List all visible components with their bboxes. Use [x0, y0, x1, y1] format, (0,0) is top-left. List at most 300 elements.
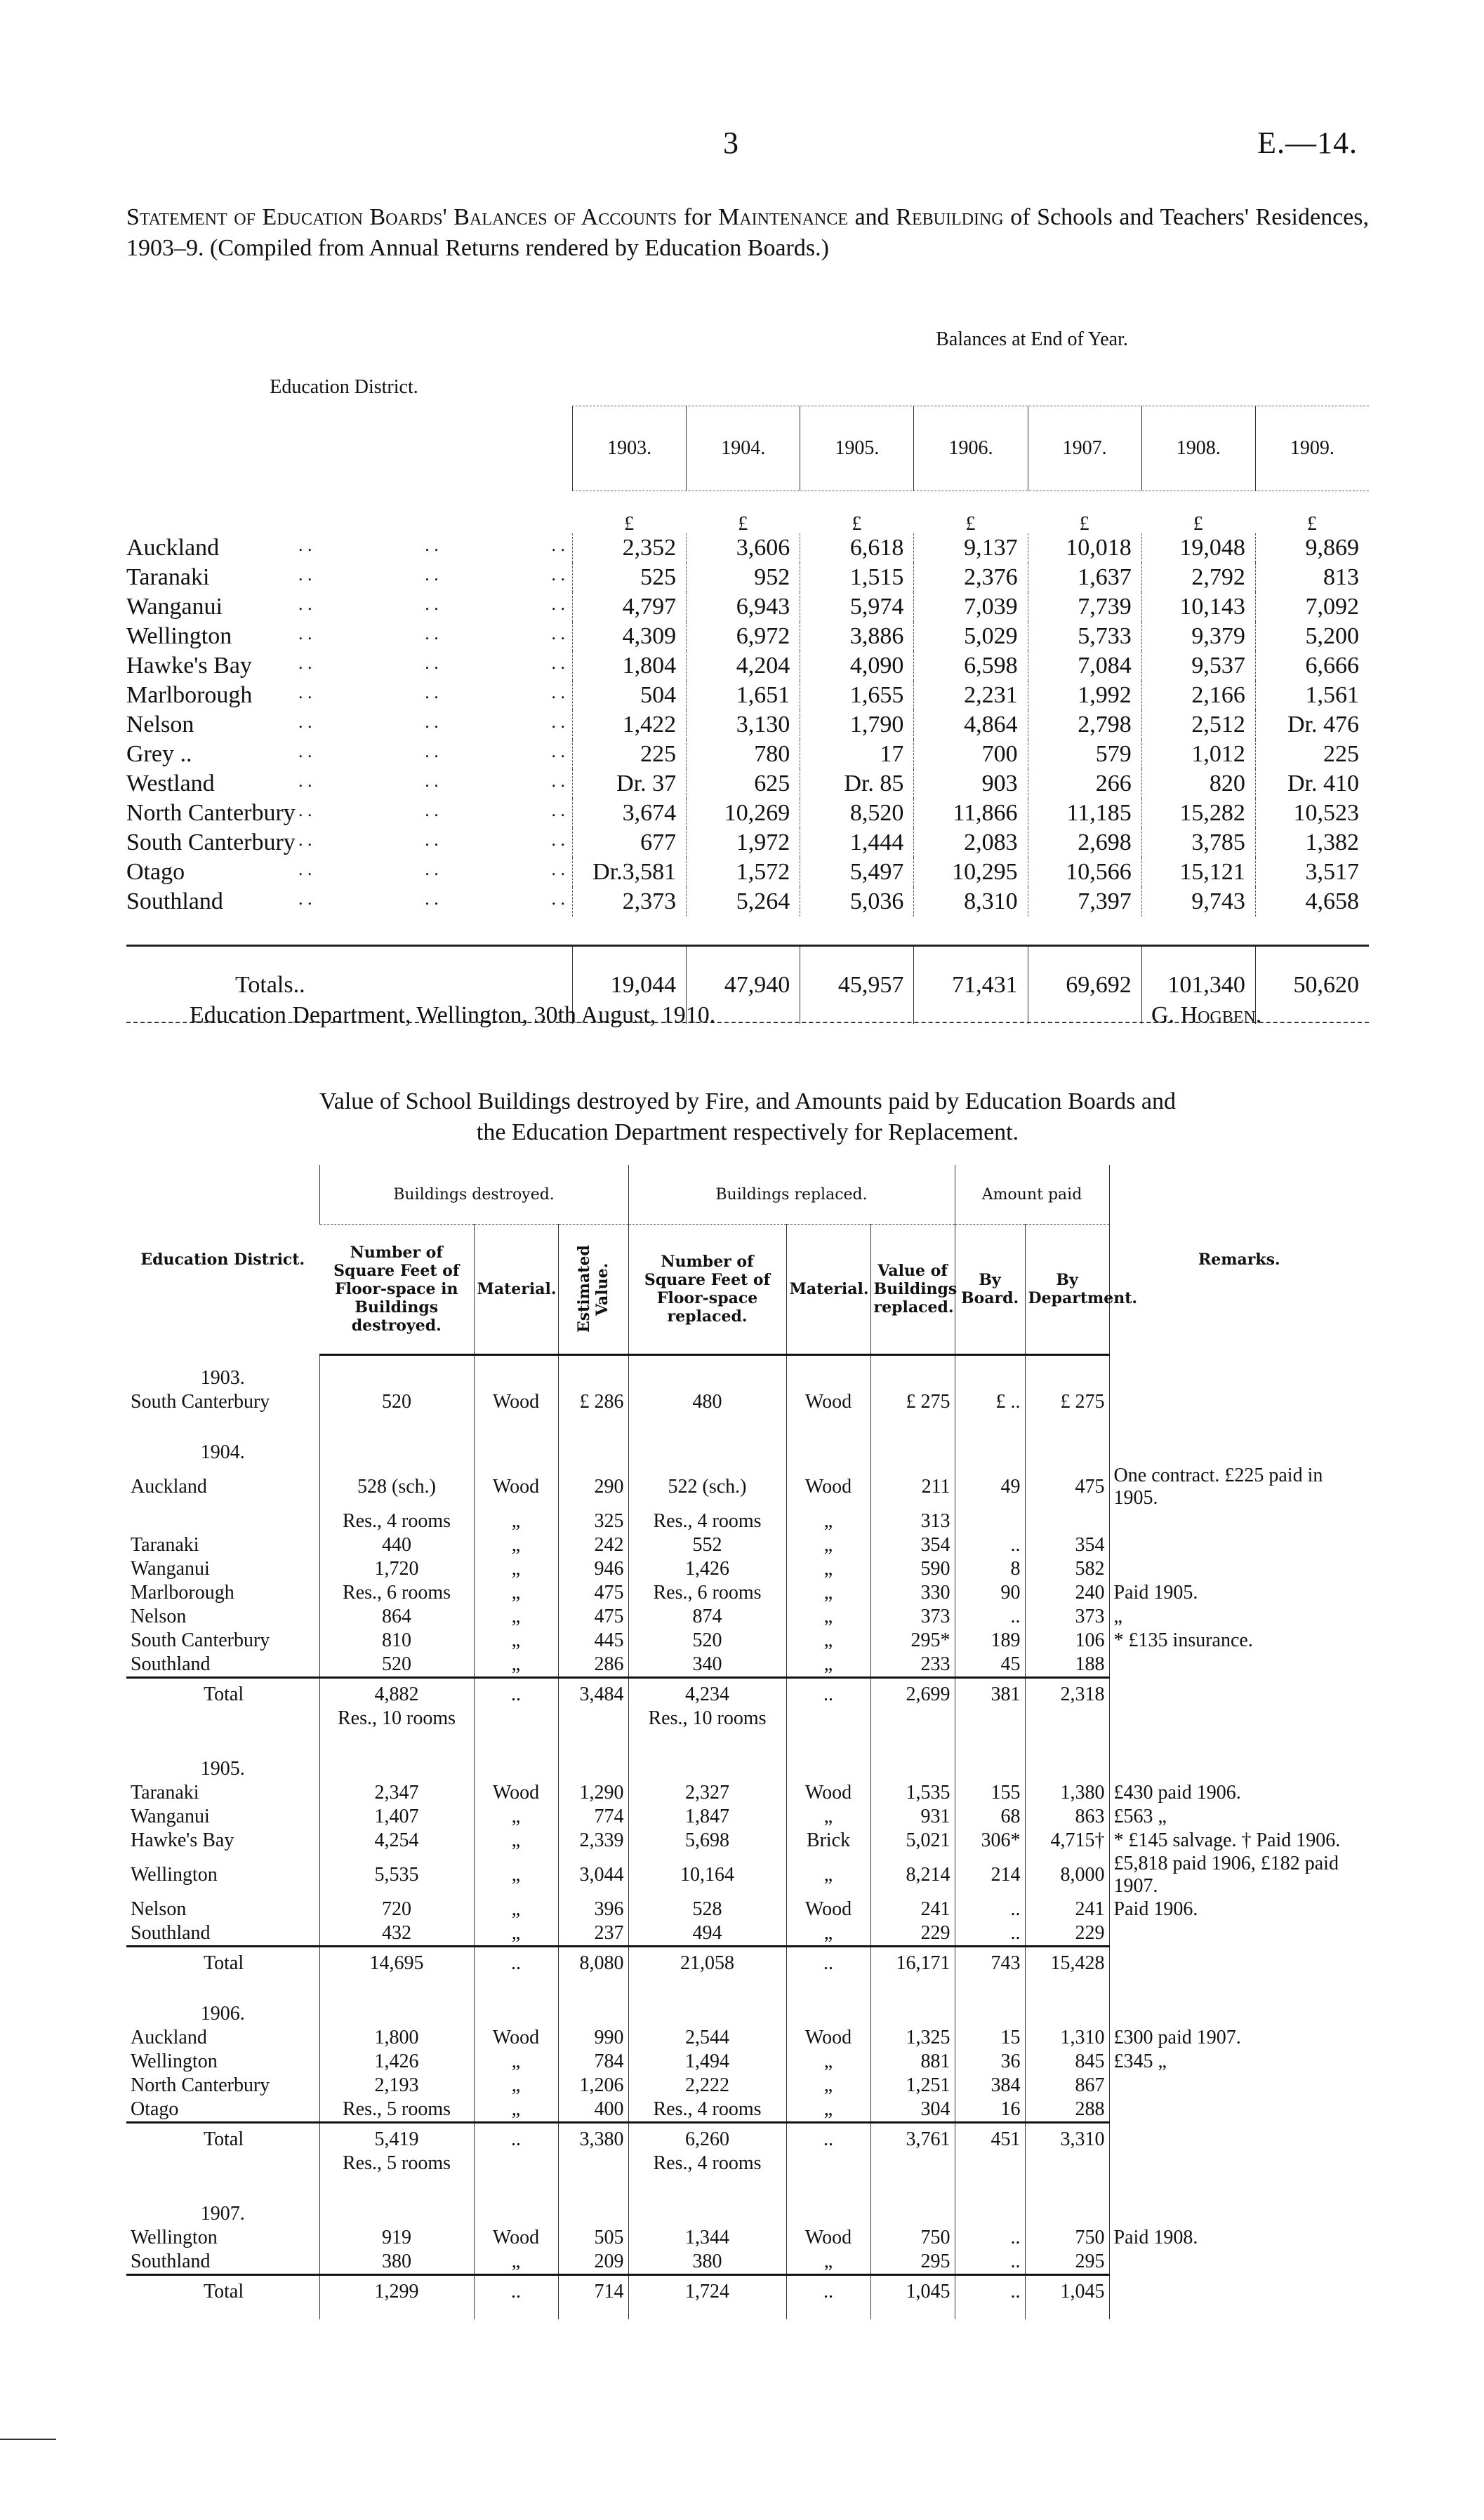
district-name: Westland: [126, 771, 215, 796]
empty-cell: [319, 1746, 474, 1781]
empty-cell: [628, 1731, 786, 1746]
total-value-replaced: 3,761: [870, 2122, 955, 2152]
material-replaced: „: [786, 1605, 870, 1629]
total-label-text: Total: [204, 1683, 244, 1705]
leader-dots: [298, 682, 572, 709]
table-row: [126, 2026, 1369, 2050]
value-replaced: 8,214: [870, 1853, 955, 1898]
empty-cell: [786, 1975, 870, 1991]
balance-value: 5,974: [800, 592, 913, 622]
estimated-value: 209: [558, 2250, 628, 2275]
balance-value: 2,352: [572, 533, 686, 563]
leader-dots: [298, 888, 572, 915]
district-name: Otago: [126, 859, 185, 885]
total-estimated-value: 8,080: [558, 1946, 628, 1975]
balance-value: 1,422: [572, 710, 686, 740]
empty-cell: [1109, 1355, 1369, 1390]
material-replaced: Wood: [786, 2026, 870, 2050]
total-material-replaced: ..: [786, 1946, 870, 1975]
balance-value: 7,397: [1028, 887, 1141, 916]
total-value: 69,692: [1028, 947, 1141, 1024]
paid-by-department: 1,310: [1025, 2026, 1109, 2050]
empty-cell: [870, 1746, 955, 1781]
leader-dot: . .: [425, 653, 439, 673]
balance-value: 15,282: [1141, 799, 1255, 828]
empty-cell: [870, 1414, 955, 1429]
material-destroyed: „: [474, 1829, 558, 1853]
leader-dot: . .: [551, 564, 565, 585]
table-row: [126, 1533, 1369, 1557]
total-subrow: [126, 2152, 1369, 2175]
empty-cell: [786, 1414, 870, 1429]
totals-label: Totals..: [235, 972, 305, 998]
district-name: Marlborough: [126, 682, 253, 708]
balance-value: 225: [572, 740, 686, 769]
value-replaced: 229: [870, 1921, 955, 1947]
balance-value: 5,200: [1255, 622, 1369, 651]
table-row: [126, 1829, 1369, 1853]
material-replaced: „: [786, 1509, 870, 1533]
material-destroyed: „: [474, 1921, 558, 1947]
district-name: Hawke's Bay: [131, 1829, 234, 1851]
material-destroyed: „: [474, 1509, 558, 1533]
material-destroyed: „: [474, 1581, 558, 1605]
balance-value: 700: [913, 740, 1027, 769]
district-name: Nelson: [126, 712, 194, 738]
table-row: [126, 1853, 1369, 1898]
value-replaced: 373: [870, 1605, 955, 1629]
empty-cell: [319, 1975, 474, 1991]
district-name: South Canterbury: [131, 1629, 270, 1651]
empty-cell: [558, 2191, 628, 2226]
empty-cell: [628, 1355, 786, 1390]
empty-cell: [319, 1355, 474, 1390]
table-row: [126, 1581, 1369, 1605]
empty-cell: [628, 1746, 786, 1781]
empty-cell: [628, 1429, 786, 1465]
remarks: * £135 insurance.: [1109, 1629, 1369, 1653]
balance-value: Dr.3,581: [572, 858, 686, 887]
paid-by-board: ..: [955, 1921, 1025, 1947]
statement-title-part: for: [677, 204, 719, 230]
statement-title-part: Statement of Education Boards' Balances of Accounts: [126, 204, 677, 230]
year-header-row: [572, 406, 1369, 491]
empty-cell: [955, 1975, 1025, 1991]
estimated-value: 3,044: [558, 1853, 628, 1898]
leader-dot: . .: [551, 859, 565, 879]
empty-cell: [1025, 1731, 1109, 1746]
balance-value: 5,497: [800, 858, 913, 887]
material-destroyed: „: [474, 2074, 558, 2098]
sqft-destroyed: 2,193: [319, 2074, 474, 2098]
paid-by-board: 306*: [955, 1829, 1025, 1853]
total-material-destroyed: ..: [474, 1946, 558, 1975]
material-destroyed: Wood: [474, 1781, 558, 1805]
empty-cell: [870, 1707, 955, 1731]
balance-value: 6,618: [800, 533, 913, 563]
empty-cell: [955, 1429, 1025, 1465]
balance-value: Dr. 85: [800, 769, 913, 799]
leader-dot: . .: [425, 859, 439, 879]
empty-cell: [474, 1746, 558, 1781]
paid-by-department: 354: [1025, 1533, 1109, 1557]
value-replaced: 5,021: [870, 1829, 955, 1853]
estimated-value: 990: [558, 2026, 628, 2050]
year-section-header: [126, 1991, 1369, 2026]
table-row: [126, 1509, 1369, 1533]
district-cell: [126, 623, 572, 650]
empty-cell: [1109, 1707, 1369, 1731]
leader-dot: . .: [425, 800, 439, 820]
estimated-value: 1,206: [558, 2074, 628, 2098]
total-estimated-value: 3,380: [558, 2122, 628, 2152]
material-destroyed: „: [474, 1557, 558, 1581]
balance-value: 5,733: [1028, 622, 1141, 651]
total-value: 50,620: [1255, 947, 1369, 1024]
sqft-replaced: 10,164: [628, 1853, 786, 1898]
balance-value: 9,869: [1255, 533, 1369, 563]
balance-value: 9,137: [913, 533, 1027, 563]
value-replaced: 1,251: [870, 2074, 955, 2098]
material-replaced: Wood: [786, 2226, 870, 2250]
table-row: [126, 2226, 1369, 2250]
remarks: * £145 salvage. † Paid 1906.: [1109, 1829, 1369, 1853]
year-header: 1908.: [1141, 406, 1255, 491]
district-cell: [126, 800, 572, 827]
paid-by-department: 1,380: [1025, 1781, 1109, 1805]
remarks: [1109, 2250, 1369, 2275]
paid-by-department: 106: [1025, 1629, 1109, 1653]
total-row: [126, 1677, 1369, 1707]
sqft-destroyed: 1,800: [319, 2026, 474, 2050]
empty-cell: [628, 1975, 786, 1991]
empty-cell: [1025, 2152, 1109, 2175]
balance-value: 4,658: [1255, 887, 1369, 916]
empty-cell: [126, 1731, 319, 1746]
empty-cell: [786, 1746, 870, 1781]
total-sqft-destroyed: 4,882: [319, 1677, 474, 1707]
balance-value: 5,264: [686, 887, 800, 916]
remarks: Paid 1906.: [1109, 1898, 1369, 1921]
leader-dot: . .: [425, 623, 439, 644]
material-replaced: „: [786, 1557, 870, 1581]
empty-cell: [1025, 1975, 1109, 1991]
total-sqft-destroyed: 5,419: [319, 2122, 474, 2152]
district-name: North Canterbury: [126, 800, 296, 826]
paid-by-board: ..: [955, 1533, 1025, 1557]
sqft-destroyed: 440: [319, 1533, 474, 1557]
balance-value: 2,373: [572, 887, 686, 916]
paid-by-board: 49: [955, 1465, 1025, 1509]
estimated-value: 946: [558, 1557, 628, 1581]
empty-cell: [474, 1975, 558, 1991]
paid-by-board: ..: [955, 1605, 1025, 1629]
paid-by-department: 295: [1025, 2250, 1109, 2275]
total-label-text: Total: [204, 2128, 244, 2150]
empty-cell: [870, 1429, 955, 1465]
sqft-destroyed: 1,720: [319, 1557, 474, 1581]
district-cell: [126, 1605, 319, 1629]
district-name: Marlborough: [131, 1581, 234, 1604]
district-cell: [126, 535, 572, 561]
table-row: [126, 1921, 1369, 1947]
sqft-destroyed: 2,347: [319, 1781, 474, 1805]
district-cell: [126, 771, 572, 797]
total-label: [126, 1946, 319, 1975]
estimated-value: 400: [558, 2098, 628, 2123]
balance-row: [126, 563, 1369, 592]
leader-dot: . .: [425, 771, 439, 791]
paid-by-department: 582: [1025, 1557, 1109, 1581]
total-subrow: [126, 1707, 1369, 1731]
balance-value: 780: [686, 740, 800, 769]
empty-cell: [474, 2191, 558, 2226]
empty-cell: [786, 1429, 870, 1465]
district-cell: [126, 1781, 319, 1805]
header-sqft-replaced: Number of Square Feet of Floor-space replaced.: [628, 1225, 786, 1355]
leader-dot: . .: [425, 594, 439, 614]
currency-row: [572, 513, 1369, 535]
paid-by-department: 475: [1025, 1465, 1109, 1509]
district-cell: [126, 1629, 319, 1653]
sqft-destroyed: 4,254: [319, 1829, 474, 1853]
district-cell: [126, 1509, 319, 1533]
total-label-text: Total: [204, 1952, 244, 1974]
estimated-value: 2,339: [558, 1829, 628, 1853]
empty-cell: [786, 2175, 870, 2191]
sqft-replaced: Res., 4 rooms: [628, 1509, 786, 1533]
empty-cell: [1109, 2191, 1369, 2226]
balance-value: 10,566: [1028, 858, 1141, 887]
total-sqft-destroyed: 1,299: [319, 2274, 474, 2304]
balance-value: 2,376: [913, 563, 1027, 592]
sqft-replaced: 480: [628, 1390, 786, 1414]
empty-cell: [474, 2152, 558, 2175]
balance-value: 5,036: [800, 887, 913, 916]
balance-value: 10,523: [1255, 799, 1369, 828]
balance-row: [126, 828, 1369, 858]
empty-cell: [126, 1414, 319, 1429]
district-name: Wellington: [131, 2226, 218, 2248]
empty-cell: [474, 1414, 558, 1429]
district-name: Southland: [126, 888, 223, 914]
paid-by-department: 373: [1025, 1605, 1109, 1629]
section-spacer: [126, 1731, 1369, 1746]
leader-dot: . .: [298, 623, 312, 644]
empty-cell: [955, 2304, 1025, 2319]
empty-cell: [955, 1414, 1025, 1429]
material-replaced: Wood: [786, 1465, 870, 1509]
empty-cell: [870, 1975, 955, 1991]
balance-value: 504: [572, 681, 686, 710]
sqft-replaced: 340: [628, 1653, 786, 1678]
empty-cell: [558, 2304, 628, 2319]
sqft-replaced: 2,327: [628, 1781, 786, 1805]
balance-value: 1,790: [800, 710, 913, 740]
total-material-replaced: ..: [786, 2274, 870, 2304]
total-paid-by-department: 2,318: [1025, 1677, 1109, 1707]
remarks: [1109, 1653, 1369, 1678]
empty-cell: [1109, 1429, 1369, 1465]
balance-value: 7,084: [1028, 651, 1141, 681]
total-label-text: Total: [204, 2280, 244, 2302]
balance-value: 5,029: [913, 622, 1027, 651]
empty-cell: [1109, 1946, 1369, 1975]
empty-cell: [786, 2191, 870, 2226]
table-row: [126, 1557, 1369, 1581]
value-replaced: 233: [870, 1653, 955, 1678]
district-cell: [126, 1921, 319, 1947]
balance-value: 8,520: [800, 799, 913, 828]
empty-cell: [474, 1991, 558, 2026]
empty-cell: [474, 1707, 558, 1731]
value-replaced: 1,535: [870, 1781, 955, 1805]
leader-dot: . .: [298, 594, 312, 614]
sqft-destroyed: Res., 4 rooms: [319, 1509, 474, 1533]
leader-dot: . .: [425, 829, 439, 850]
balance-value: Dr. 476: [1255, 710, 1369, 740]
empty-cell: [558, 1355, 628, 1390]
district-name: Hawke's Bay: [126, 653, 252, 679]
district-name: Wanganui: [126, 594, 223, 620]
material-replaced: „: [786, 1629, 870, 1653]
empty-cell: [628, 1414, 786, 1429]
empty-cell: [955, 1746, 1025, 1781]
estimated-value: 237: [558, 1921, 628, 1947]
leader-dots: [298, 653, 572, 679]
total-label: [126, 2122, 319, 2152]
empty-cell: [319, 1991, 474, 2026]
value-replaced: 590: [870, 1557, 955, 1581]
total-value: 71,431: [913, 947, 1027, 1024]
sqft-replaced: 5,698: [628, 1829, 786, 1853]
balance-value: 6,598: [913, 651, 1027, 681]
balance-value: 1,382: [1255, 828, 1369, 858]
statement-title-part: Maintenance: [718, 204, 848, 230]
balances-group-header: Balances at End of Year.: [936, 328, 1128, 350]
total-material-replaced: ..: [786, 2122, 870, 2152]
district-cell: [126, 1390, 319, 1414]
empty-cell: [474, 2304, 558, 2319]
balance-row: [126, 769, 1369, 799]
leader-dot: . .: [298, 564, 312, 585]
district-cell: [126, 829, 572, 856]
leader-dot: . .: [551, 623, 565, 644]
leader-dot: . .: [298, 800, 312, 820]
empty-cell: [786, 1355, 870, 1390]
empty-cell: [1109, 2152, 1369, 2175]
empty-cell: [870, 1731, 955, 1746]
currency-symbol: £: [738, 513, 748, 535]
balance-value: 4,090: [800, 651, 913, 681]
leader-dot: . .: [298, 712, 312, 732]
leader-dot: . .: [425, 888, 439, 909]
fire-title-line-2: the Education Department respectively for Replacement.: [476, 1119, 1019, 1145]
leader-dot: . .: [551, 888, 565, 909]
header-remarks: Remarks.: [1109, 1165, 1369, 1355]
leader-dots: [298, 771, 572, 797]
leader-dot: . .: [551, 535, 565, 555]
empty-cell: [870, 2152, 955, 2175]
balance-value: 2,166: [1141, 681, 1255, 710]
header-by-department: By Department.: [1025, 1225, 1109, 1355]
sqft-replaced: 494: [628, 1921, 786, 1947]
section-spacer: [126, 2304, 1369, 2319]
balance-value: 6,666: [1255, 651, 1369, 681]
total-sqft-replaced: 6,260: [628, 2122, 786, 2152]
balance-value: 4,797: [572, 592, 686, 622]
estimated-value: 286: [558, 1653, 628, 1678]
total-row: [126, 1946, 1369, 1975]
leader-dot: . .: [551, 829, 565, 850]
balance-value: 9,379: [1141, 622, 1255, 651]
empty-cell: [319, 2191, 474, 2226]
district-cell: [126, 1898, 319, 1921]
footer-signature: G. Hogben.: [1151, 1002, 1262, 1028]
empty-cell: [1025, 2191, 1109, 2226]
sqft-replaced: 1,426: [628, 1557, 786, 1581]
paid-by-board: 16: [955, 2098, 1025, 2123]
total-label: [126, 1677, 319, 1707]
header-sqft-destroyed: Number of Square Feet of Floor-space in Buildings destroyed.: [319, 1225, 474, 1355]
balance-row: [126, 710, 1369, 740]
balance-value: 6,972: [686, 622, 800, 651]
district-name: Wellington: [126, 623, 232, 649]
leader-dots: [298, 800, 572, 827]
empty-cell: [786, 1991, 870, 2026]
empty-cell: [126, 2175, 319, 2191]
fire-table: [126, 1165, 1369, 2319]
empty-cell: [319, 1429, 474, 1465]
balances-rows: [126, 533, 1369, 916]
balance-value: 1,444: [800, 828, 913, 858]
material-destroyed: „: [474, 1533, 558, 1557]
header-group-replaced: Buildings replaced.: [628, 1165, 955, 1225]
section-year: 1904.: [200, 1441, 245, 1463]
empty-cell: [1109, 1414, 1369, 1429]
leader-dot: . .: [298, 653, 312, 673]
total-paid-by-department: 15,428: [1025, 1946, 1109, 1975]
empty-cell: [1025, 1355, 1109, 1390]
estimated-value: 1,290: [558, 1781, 628, 1805]
fire-table-body: [126, 1355, 1369, 2319]
paid-by-board: 15: [955, 2026, 1025, 2050]
table-row: [126, 1898, 1369, 1921]
sqft-replaced: 874: [628, 1605, 786, 1629]
section-spacer: [126, 2175, 1369, 2191]
header-material-destroyed: Material.: [474, 1225, 558, 1355]
sqft-replaced: Res., 6 rooms: [628, 1581, 786, 1605]
header-district: Education District.: [140, 1251, 305, 1269]
remarks: [1109, 1921, 1369, 1947]
district-cell: [126, 1653, 319, 1678]
section-year: 1905.: [200, 1757, 245, 1780]
leader-dots: [298, 712, 572, 738]
material-destroyed: „: [474, 1853, 558, 1898]
total-row: [126, 2122, 1369, 2152]
material-destroyed: „: [474, 1805, 558, 1829]
paid-by-department: 4,715†: [1025, 1829, 1109, 1853]
sqft-destroyed: 810: [319, 1629, 474, 1653]
leader-dots: [298, 741, 572, 768]
sqft-destroyed: 1,426: [319, 2050, 474, 2074]
paid-by-department: £ 275: [1025, 1390, 1109, 1414]
balance-value: 2,083: [913, 828, 1027, 858]
material-destroyed: „: [474, 1629, 558, 1653]
paid-by-department: 845: [1025, 2050, 1109, 2074]
district-cell: [126, 2074, 319, 2098]
empty-cell: [319, 2175, 474, 2191]
